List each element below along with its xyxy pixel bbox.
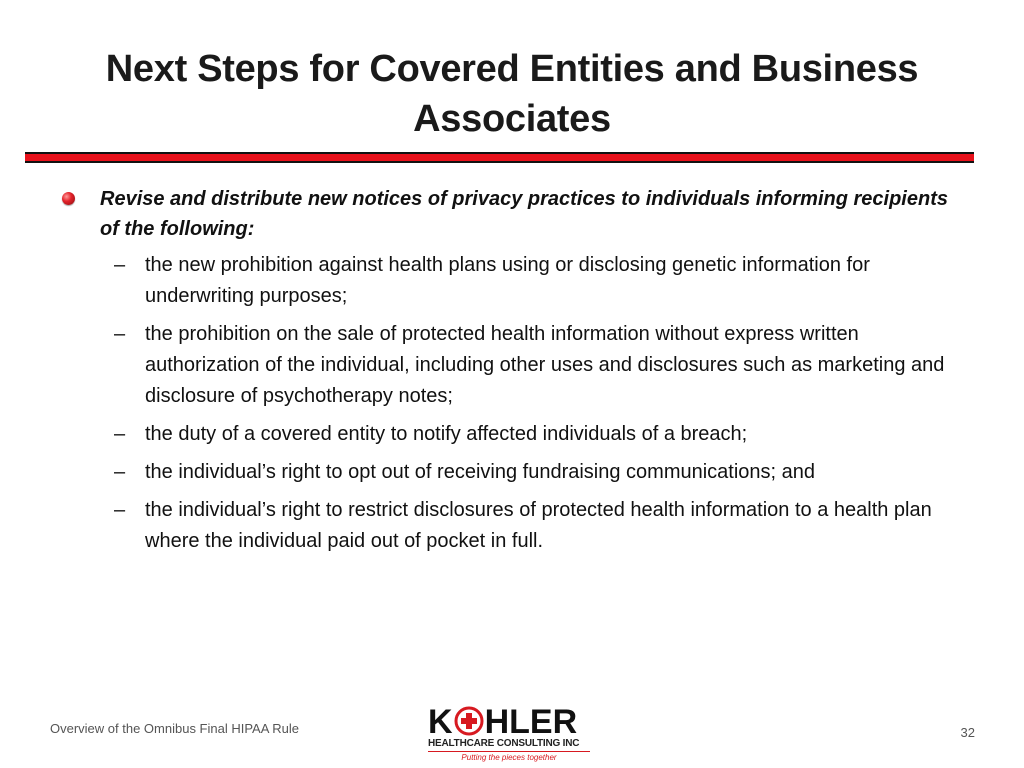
- medical-cross-icon: [454, 706, 484, 736]
- sub-bullet-list: [60, 250, 965, 557]
- sub-bullet-text: the individual’s right to restrict disclosures of protected health information to a health plan where the individual paid out of pocket in full.: [145, 499, 932, 552]
- dash-bullet-icon: –: [114, 323, 126, 345]
- logo-subtitle: HEALTHCARE CONSULTING INC: [428, 738, 580, 749]
- main-bullet: [60, 184, 965, 244]
- slide-title: Next Steps for Covered Entities and Business Associates: [105, 48, 919, 140]
- slide-content: [60, 184, 965, 564]
- sub-bullet-text: the new prohibition against health plans using or disclosing genetic information for underwriting purposes;: [145, 254, 870, 307]
- logo-tagline: Putting the pieces together: [461, 753, 557, 762]
- logo-letters-rest: HLER: [484, 703, 578, 741]
- dash-bullet-icon: –: [114, 254, 126, 276]
- sub-bullet-item: [60, 319, 965, 412]
- sub-bullet-text: the individual’s right to opt out of receiving fundraising communications; and: [145, 461, 816, 483]
- logo-wordmark: [428, 704, 577, 740]
- dash-bullet-icon: –: [114, 461, 126, 483]
- logo-divider: [428, 751, 590, 752]
- sub-bullet-item: [60, 250, 965, 312]
- kohler-logo: [424, 704, 596, 764]
- sub-bullet-text: the duty of a covered entity to notify affected individuals of a breach;: [145, 423, 748, 445]
- main-bullet-text: Revise and distribute new notices of privacy practices to individuals informing recipients of the following:: [100, 188, 948, 240]
- logo-letter-k: K: [428, 703, 453, 741]
- sub-bullet-item: [60, 495, 965, 557]
- sub-bullet-item: [60, 457, 965, 488]
- dash-bullet-icon: –: [114, 423, 126, 445]
- title-divider: [25, 152, 974, 163]
- dash-bullet-icon: –: [114, 499, 126, 521]
- sub-bullet-text: the prohibition on the sale of protected health information without express written authorization of the individual, including other uses and disclosures such as marketing and disclosure of psychotherapy notes;: [145, 323, 945, 407]
- red-ball-bullet-icon: [62, 192, 75, 205]
- footer-presentation-title: Overview of the Omnibus Final HIPAA Rule: [50, 721, 300, 736]
- page-number: 32: [960, 725, 975, 740]
- sub-bullet-item: [60, 419, 965, 450]
